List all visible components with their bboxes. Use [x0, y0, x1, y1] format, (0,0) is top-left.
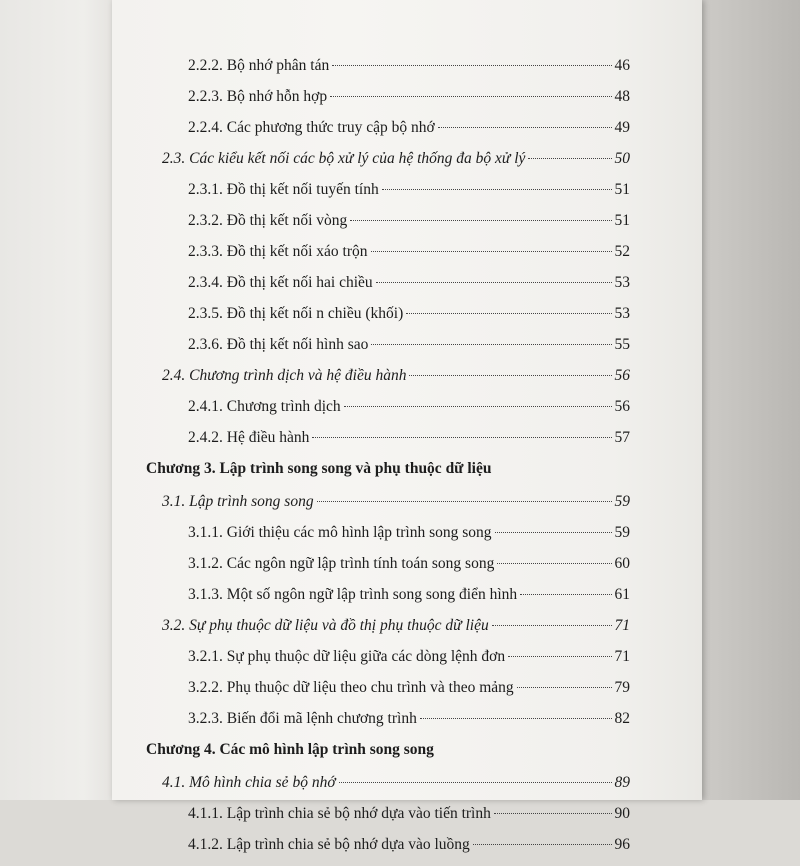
- toc-section-entry: [146, 773, 630, 792]
- dot-leader: [492, 625, 612, 626]
- toc-page-number: 82: [614, 710, 630, 727]
- toc-entry-label: 2.2.4. Các phương thức truy cập bộ nhớ: [188, 119, 435, 136]
- toc-entry-label: 2.4.1. Chương trình dịch: [188, 398, 341, 415]
- toc-page-number: 49: [614, 119, 630, 136]
- toc-section-entry: [146, 366, 630, 385]
- toc-entry-label: 3.2.1. Sự phụ thuộc dữ liệu giữa các dòng lệnh đơn: [188, 648, 506, 665]
- toc-page-number: 61: [614, 586, 630, 603]
- toc-entry-label: 4.1.2. Lập trình chia sẻ bộ nhớ dựa vào luồng: [188, 836, 470, 853]
- toc-page-number: 56: [614, 398, 630, 415]
- toc-page-number: 46: [614, 57, 630, 74]
- chapter-4-heading: Chương 4. Các mô hình lập trình song song: [146, 741, 434, 758]
- dot-leader: [406, 313, 611, 314]
- dot-leader: [376, 282, 612, 283]
- toc-entry-label: 3.2. Sự phụ thuộc dữ liệu và đồ thị phụ thuộc dữ liệu: [162, 617, 489, 634]
- toc-page-number: 53: [614, 274, 630, 291]
- dot-leader: [438, 127, 612, 128]
- toc-subsection-entry: [146, 211, 630, 230]
- toc-entry-label: 2.3. Các kiểu kết nối các bộ xử lý của hệ thống đa bộ xử lý: [162, 150, 526, 167]
- toc-block-chapter-3: [146, 492, 630, 728]
- right-background: [690, 0, 800, 800]
- dot-leader: [371, 251, 612, 252]
- left-page-edge: [0, 0, 120, 800]
- toc-entry-label: 2.3.5. Đồ thị kết nối n chiều (khối): [188, 305, 404, 322]
- toc-page-number: 90: [614, 805, 630, 822]
- dot-leader: [332, 65, 611, 66]
- dot-leader: [330, 96, 611, 97]
- toc-page-number: 79: [614, 679, 630, 696]
- toc-page-number: 71: [614, 648, 630, 665]
- toc-subsection-entry: [146, 678, 630, 697]
- toc-page-number: 52: [614, 243, 630, 260]
- dot-leader: [317, 501, 612, 502]
- toc-subsection-entry: [146, 273, 630, 292]
- toc-entry-label: 2.3.3. Đồ thị kết nối xáo trộn: [188, 243, 368, 260]
- toc-subsection-entry: [146, 428, 630, 447]
- toc-entry-label: 2.2.2. Bộ nhớ phân tán: [188, 57, 330, 74]
- toc-page-number: 51: [614, 181, 630, 198]
- dot-leader: [371, 344, 611, 345]
- toc-page-number: 89: [614, 774, 630, 791]
- dot-leader: [517, 687, 612, 688]
- toc-subsection-entry: [146, 242, 630, 261]
- toc-subsection-entry: [146, 804, 630, 823]
- toc-page-number: 51: [614, 212, 630, 229]
- toc-entry-label: 2.4. Chương trình dịch và hệ điều hành: [162, 367, 407, 384]
- chapter-3-heading: Chương 3. Lập trình song song và phụ thuộc dữ liệu: [146, 460, 492, 477]
- toc-block-chapter-2: [146, 56, 630, 447]
- toc-subsection-entry: [146, 56, 630, 75]
- toc-page-number: 56: [614, 367, 630, 384]
- toc-subsection-entry: [146, 397, 630, 416]
- toc-subsection-entry: [146, 554, 630, 573]
- dot-leader: [344, 406, 612, 407]
- toc-entry-label: 2.2.3. Bộ nhớ hỗn hợp: [188, 88, 328, 105]
- dot-leader: [508, 656, 611, 657]
- toc-entry-label: 2.3.4. Đồ thị kết nối hai chiều: [188, 274, 373, 291]
- toc-subsection-entry: [146, 585, 630, 604]
- dot-leader: [473, 844, 612, 845]
- toc-entry-label: 3.1.3. Một số ngôn ngữ lập trình song song điển hình: [188, 586, 518, 603]
- toc-block-chapter-4: [146, 773, 630, 854]
- dot-leader: [520, 594, 611, 595]
- toc-entry-label: 3.1.1. Giới thiệu các mô hình lập trình song song: [188, 524, 492, 541]
- toc-subsection-entry: [146, 304, 630, 323]
- toc-entry-label: 2.3.6. Đồ thị kết nối hình sao: [188, 336, 369, 353]
- dot-leader: [420, 718, 612, 719]
- toc-subsection-entry: [146, 180, 630, 199]
- toc-subsection-entry: [146, 335, 630, 354]
- toc-page-number: 57: [614, 429, 630, 446]
- toc-subsection-entry: [146, 523, 630, 542]
- toc-section-entry: [146, 616, 630, 635]
- toc-page-number: 48: [614, 88, 630, 105]
- toc-page-number: 59: [614, 524, 630, 541]
- dot-leader: [528, 158, 611, 159]
- toc-entry-label: 2.4.2. Hệ điều hành: [188, 429, 310, 446]
- toc-entry-label: 4.1. Mô hình chia sẻ bộ nhớ: [162, 774, 336, 791]
- dot-leader: [339, 782, 612, 783]
- toc-page-number: 55: [614, 336, 630, 353]
- toc-section-entry: [146, 492, 630, 511]
- toc-entry-label: 3.1.2. Các ngôn ngữ lập trình tính toán song song: [188, 555, 495, 572]
- toc-section-entry: [146, 149, 630, 168]
- toc-page-number: 50: [614, 150, 630, 167]
- dot-leader: [495, 532, 612, 533]
- toc-page-number: 71: [614, 617, 630, 634]
- toc-page-number: 96: [614, 836, 630, 853]
- toc-page-number: 53: [614, 305, 630, 322]
- toc-entry-label: 3.2.3. Biến đổi mã lệnh chương trình: [188, 710, 417, 727]
- toc-entry-label: 3.2.2. Phụ thuộc dữ liệu theo chu trình và theo mảng: [188, 679, 514, 696]
- toc-subsection-entry: [146, 835, 630, 854]
- table-of-contents: [146, 56, 630, 866]
- dot-leader: [409, 375, 611, 376]
- toc-subsection-entry: [146, 709, 630, 728]
- toc-subsection-entry: [146, 647, 630, 666]
- toc-entry-label: 2.3.2. Đồ thị kết nối vòng: [188, 212, 348, 229]
- dot-leader: [350, 220, 611, 221]
- dot-leader: [312, 437, 611, 438]
- toc-page-number: 59: [614, 493, 630, 510]
- toc-subsection-entry: [146, 87, 630, 106]
- toc-entry-label: 3.1. Lập trình song song: [162, 493, 314, 510]
- toc-subsection-entry: [146, 118, 630, 137]
- dot-leader: [497, 563, 611, 564]
- toc-entry-label: 4.1.1. Lập trình chia sẻ bộ nhớ dựa vào tiến trình: [188, 805, 491, 822]
- dot-leader: [494, 813, 612, 814]
- toc-entry-label: 2.3.1. Đồ thị kết nối tuyến tính: [188, 181, 379, 198]
- dot-leader: [382, 189, 612, 190]
- toc-page-number: 60: [614, 555, 630, 572]
